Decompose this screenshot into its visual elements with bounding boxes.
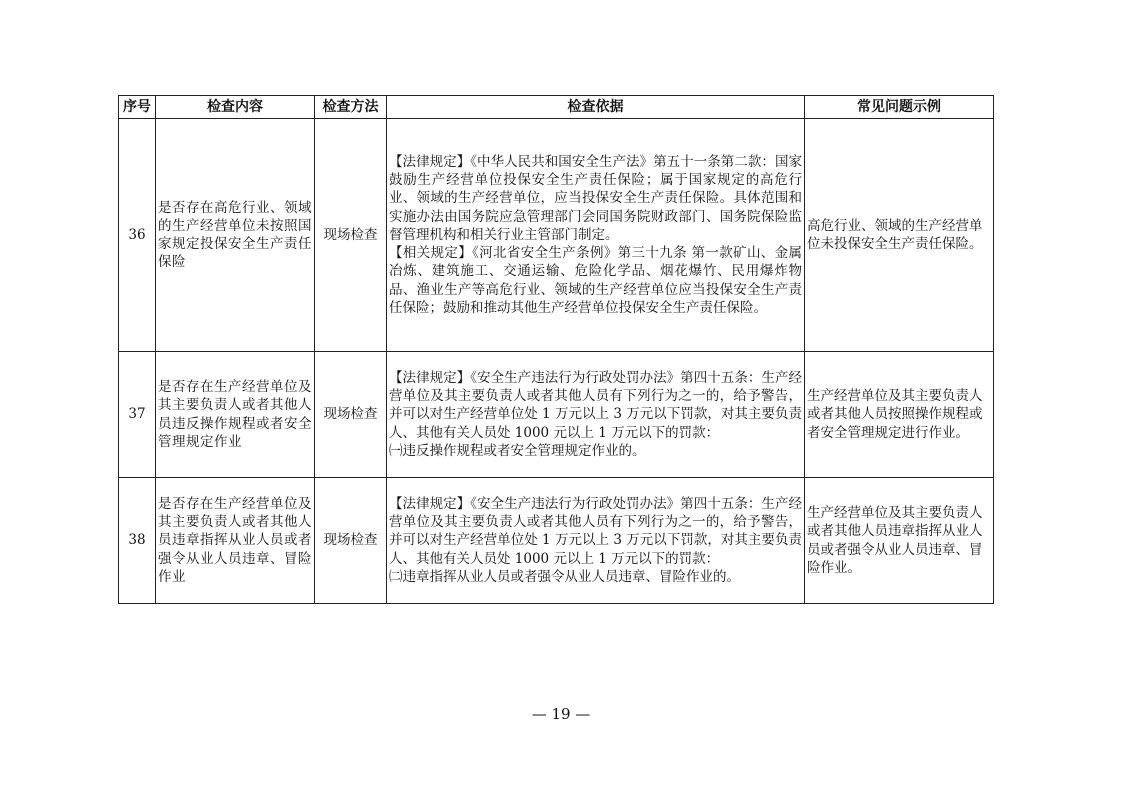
table-row — [119, 119, 994, 352]
page-number: — 19 — — [531, 705, 591, 723]
basis-paragraph: 【法律规定】《中华人民共和国安全生产法》第五十一条第二款：国家鼓励生产经营单位投保安全生产责任保险；属于国家规定的高危行业、领域的生产经营单位，应当投保安全生产责任保险。具体范围和实施办法由国务院应急管理部门会同国务院财政部门、国务院保险监督管理机构和相关行业主管部门制定。 — [389, 154, 802, 243]
check-content: 是否存在高危行业、领域的生产经营单位未按照国家规定投保安全生产责任保险 — [156, 119, 315, 352]
common-issue: 生产经营单位及其主要负责人或者其他人员按照操作规程或者安全管理规定进行作业。 — [805, 352, 994, 478]
header-issues: 常见问题示例 — [805, 96, 994, 119]
row-number: 36 — [119, 119, 156, 352]
check-method: 现场检查 — [315, 478, 387, 604]
check-method: 现场检查 — [315, 119, 387, 352]
check-content: 是否存在生产经营单位及其主要负责人或者其他人员违章指挥从业人员或者强令从业人员违章、冒险作业 — [156, 478, 315, 604]
header-no: 序号 — [119, 96, 156, 119]
basis-paragraph: ㈡违章指挥从业人员或者强令从业人员违章、冒险作业的。 — [389, 568, 740, 585]
check-method: 现场检查 — [315, 352, 387, 478]
check-basis — [387, 119, 805, 352]
header-content: 检查内容 — [156, 96, 315, 119]
table-row — [119, 478, 994, 604]
check-basis — [387, 352, 805, 478]
check-content: 是否存在生产经营单位及其主要负责人或者其他人员违反操作规程或者安全管理规定作业 — [156, 352, 315, 478]
table-header-row — [119, 96, 994, 119]
header-method: 检查方法 — [315, 96, 387, 119]
basis-paragraph: 【法律规定】《安全生产违法行为行政处罚办法》第四十五条：生产经营单位及其主要负责人或者其他人员有下列行为之一的，给予警告，并可以对生产经营单位处 1 万元以上 3 万元以下罚款，对其主要负责人、其他有关人员处 1000 元以上 1 万元以下的罚款： — [389, 495, 802, 567]
row-number: 37 — [119, 352, 156, 478]
basis-paragraph: 【相关规定】《河北省安全生产条例》第三十九条 第一款矿山、金属冶炼、建筑施工、交通运输、危险化学品、烟花爆竹、民用爆炸物品、渔业生产等高危行业、领域的生产经营单位应当投保安全生产责任保险；鼓励和推动其他生产经营单位投保安全生产责任保险。 — [389, 245, 802, 316]
common-issue: 高危行业、领域的生产经营单位未投保安全生产责任保险。 — [805, 119, 994, 352]
check-basis — [387, 478, 805, 604]
common-issue: 生产经营单位及其主要负责人或者其他人员违章指挥从业人员或者强令从业人员违章、冒险作业。 — [805, 478, 994, 604]
header-basis: 检查依据 — [387, 96, 805, 119]
inspection-table — [118, 95, 994, 604]
row-number: 38 — [119, 478, 156, 604]
basis-paragraph: 【法律规定】《安全生产违法行为行政处罚办法》第四十五条：生产经营单位及其主要负责人或者其他人员有下列行为之一的，给予警告，并可以对生产经营单位处 1 万元以上 3 万元以下罚款，对其主要负责人、其他有关人员处 1000 元以上 1 万元以下的罚款： — [389, 369, 802, 441]
table-row — [119, 352, 994, 478]
basis-paragraph: ㈠违反操作规程或者安全管理规定作业的。 — [389, 442, 646, 459]
